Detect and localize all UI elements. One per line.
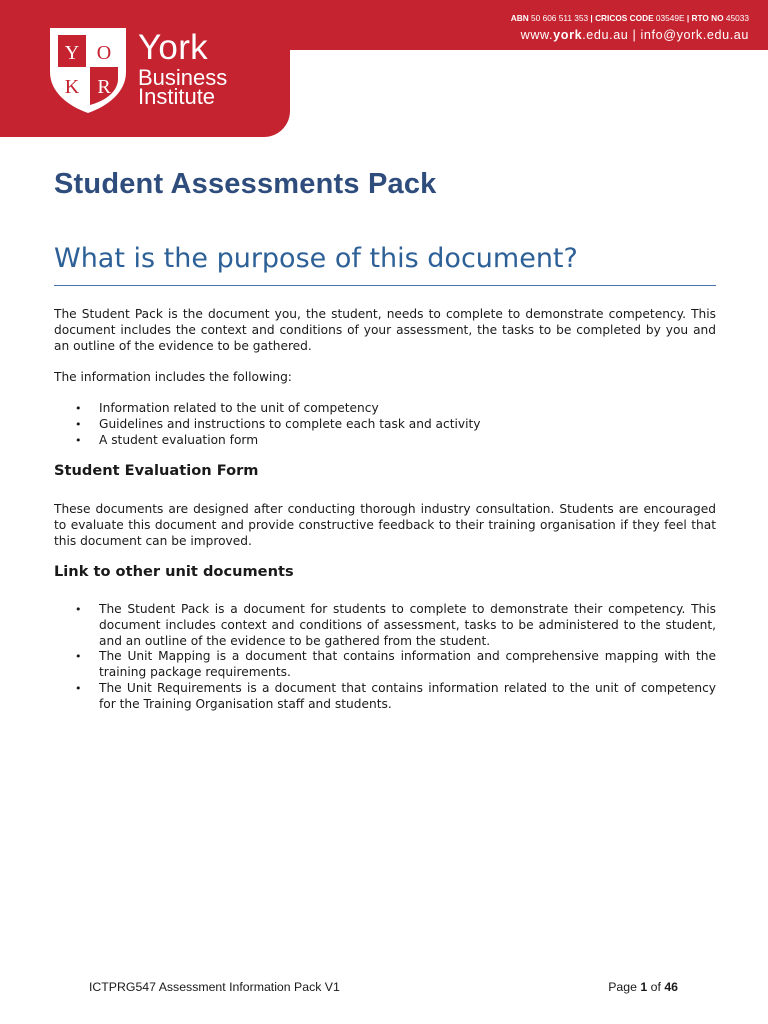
cricos-label: CRICOS CODE <box>595 13 654 23</box>
website-domain: york <box>553 28 583 42</box>
logo-letter-r: R <box>97 76 111 98</box>
york-shield-logo <box>46 24 130 116</box>
brand-line-york: York <box>138 28 208 67</box>
contact-line <box>511 27 749 43</box>
website-suffix: .edu.au <box>582 28 629 42</box>
separator-2: | <box>686 13 690 23</box>
bullet-glyph: • <box>75 402 82 415</box>
page-total: 46 <box>664 980 678 994</box>
section-heading: What is the purpose of this document? <box>54 243 578 274</box>
heading-underline <box>54 285 716 286</box>
list-item <box>54 417 716 433</box>
website-link[interactable] <box>521 28 629 42</box>
list-item <box>54 681 716 713</box>
info-list <box>54 401 716 448</box>
list-item-text: Information related to the unit of competency <box>99 401 379 415</box>
brand-name <box>138 30 227 107</box>
links-list <box>54 602 716 713</box>
list-item <box>54 649 716 681</box>
page-of: of <box>650 980 661 994</box>
info-lead-text: The information includes the following: <box>54 370 292 384</box>
evaluation-paragraph: These documents are designed after conducting thorough industry consultation. Students are encouraged to evaluate this document and provide constructive feedback to their training organisation if they feel that this document can be improved. <box>54 502 716 548</box>
links-heading: Link to other unit documents <box>54 563 294 580</box>
list-item <box>54 401 716 417</box>
bullet-glyph: • <box>75 650 82 664</box>
footer-page-number <box>608 980 678 994</box>
contact-separator: | <box>632 28 637 42</box>
bullet-glyph: • <box>75 417 82 431</box>
list-item-text: The Unit Mapping is a document that contains information and comprehensive mapping with the training package requirements. <box>99 649 716 680</box>
registration-line <box>511 12 749 24</box>
bullet-glyph: • <box>75 681 82 695</box>
list-item-text: The Student Pack is a document for students to complete to demonstrate their competency. This document includes context and conditions of assessment, tasks to be administered to the student, and an outline of the evidence to be gathered from the student. <box>99 602 716 648</box>
logo-letter-o: O <box>96 42 112 64</box>
list-item-text: A student evaluation form <box>99 432 259 447</box>
logo-letter-y: Y <box>64 42 80 64</box>
footer-document-name: ICTPRG547 Assessment Information Pack V1 <box>89 980 340 994</box>
website-prefix: www. <box>520 28 554 42</box>
abn-label: ABN <box>510 13 529 23</box>
brand-line-business: Business <box>138 65 228 90</box>
intro-paragraph: The Student Pack is the document you, the student, needs to complete to demonstrate competency. This document includes the context and conditions of your assessment, the tasks to be completed by you and an outline of the evidence to be gathered. <box>54 307 716 353</box>
document-title: Student Assessments Pack <box>54 168 437 200</box>
brand-line-institute: Institute <box>138 84 216 109</box>
abn-value: 50 606 511 353 <box>531 13 589 23</box>
rto-value: 45033 <box>725 13 749 23</box>
header-registration-info <box>511 12 749 43</box>
rto-label: RTO NO <box>691 13 724 23</box>
cricos-value: 03549E <box>655 13 685 23</box>
logo-letter-k: K <box>64 76 80 98</box>
list-item <box>54 433 716 449</box>
list-item <box>54 602 716 649</box>
bullet-glyph: • <box>75 433 82 447</box>
separator-1: | <box>590 13 593 23</box>
shield-icon <box>46 24 130 116</box>
email-link[interactable]: info@york.edu.au <box>640 28 749 42</box>
bullet-glyph: • <box>75 603 82 616</box>
list-item-text: Guidelines and instructions to complete each task and activity <box>99 416 481 431</box>
page-label: Page <box>608 980 637 994</box>
page-current: 1 <box>640 980 648 994</box>
evaluation-heading: Student Evaluation Form <box>54 462 259 479</box>
list-item-text: The Unit Requirements is a document that contains information related to the unit of competency for the Training Organisation staff and students. <box>99 680 716 711</box>
